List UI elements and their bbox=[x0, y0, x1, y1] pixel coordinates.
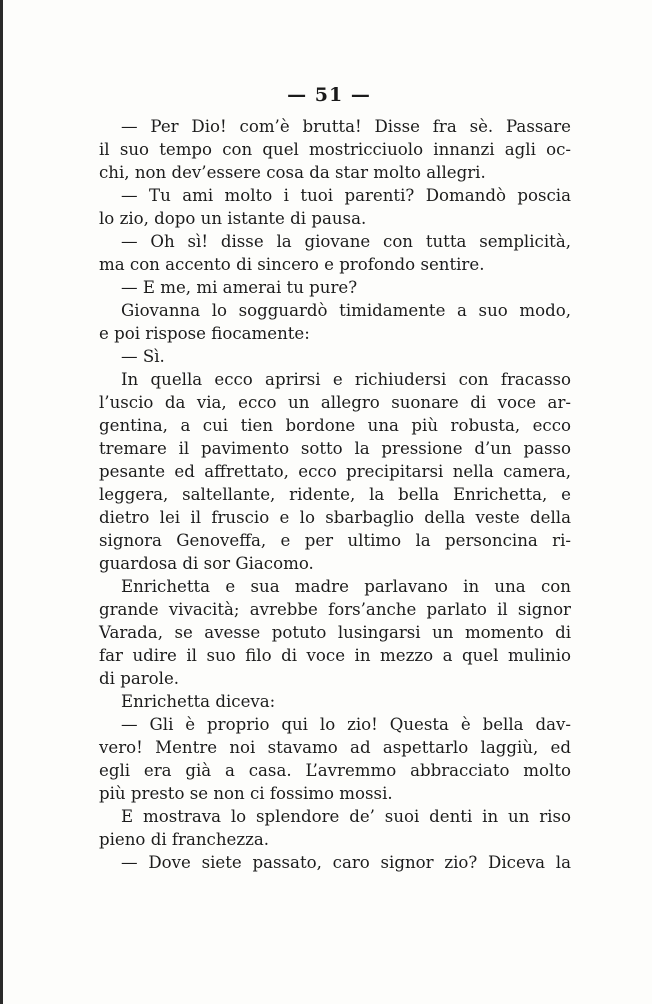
text-line: vero! Mentre noi stavamo ad aspettarlo laggiù, ed bbox=[99, 738, 571, 757]
text-line: far udire il suo filo di voce in mezzo a quel mulinio bbox=[99, 646, 571, 665]
text-line: — Gli è proprio qui lo zio! Questa è bella dav- bbox=[121, 715, 571, 734]
text-line: più presto se non ci fossimo mossi. bbox=[99, 784, 393, 803]
text-line: gentina, a cui tien bordone una più robusta, ecco bbox=[99, 416, 571, 435]
text-line: Enrichetta e sua madre parlavano in una con bbox=[121, 577, 571, 596]
text-line: Varada, se avesse potuto lusingarsi un momento di bbox=[99, 623, 571, 642]
text-line: l’uscio da via, ecco un allegro suonare di voce ar- bbox=[99, 393, 571, 412]
text-line: il suo tempo con quel mostricciuolo innanzi agli oc- bbox=[99, 140, 571, 159]
text-line: leggera, saltellante, ridente, la bella Enrichetta, e bbox=[99, 485, 571, 504]
text-line: — Tu ami molto i tuoi parenti? Domandò poscia bbox=[121, 186, 571, 205]
text-line: — Per Dio! com’è brutta! Disse fra sè. Passare bbox=[121, 117, 571, 136]
text-line: e poi rispose fiocamente: bbox=[99, 324, 310, 343]
text-line: — E me, mi amerai tu pure? bbox=[121, 278, 358, 297]
text-line: grande vivacità; avrebbe fors’anche parlato il signor bbox=[99, 600, 571, 619]
text-line: signora Genoveffa, e per ultimo la personcina ri- bbox=[99, 531, 571, 550]
text-line: — Sì. bbox=[121, 347, 165, 366]
page-number: — 51 — bbox=[287, 84, 371, 106]
text-line: di parole. bbox=[99, 669, 180, 688]
text-line: — Dove siete passato, caro signor zio? Diceva la bbox=[121, 853, 571, 872]
text-line: dietro lei il fruscio e lo sbarbaglio della veste della bbox=[99, 508, 571, 527]
text-line: ma con accento di sincero e profondo sentire. bbox=[99, 255, 485, 274]
text-line: E mostrava lo splendore de’ suoi denti in un riso bbox=[121, 807, 571, 826]
text-line: chi, non dev’essere cosa da star molto allegri. bbox=[99, 163, 486, 182]
text-line: pieno di franchezza. bbox=[99, 830, 270, 849]
text-line: Giovanna lo sogguardò timidamente a suo modo, bbox=[121, 301, 571, 320]
text-line: tremare il pavimento sotto la pressione d’un passo bbox=[99, 439, 571, 458]
text-line: guardosa di sor Giacomo. bbox=[99, 554, 314, 573]
text-line: In quella ecco aprirsi e richiudersi con fracasso bbox=[121, 370, 571, 389]
body-text bbox=[99, 115, 571, 874]
text-line: lo zio, dopo un istante di pausa. bbox=[99, 209, 367, 228]
text-line: — Oh sì! disse la giovane con tutta semplicità, bbox=[121, 232, 571, 251]
text-line: pesante ed affrettato, ecco precipitarsi nella camera, bbox=[99, 462, 571, 481]
text-line: egli era già a casa. L’avremmo abbracciato molto bbox=[99, 761, 571, 780]
text-line: Enrichetta diceva: bbox=[121, 692, 276, 711]
